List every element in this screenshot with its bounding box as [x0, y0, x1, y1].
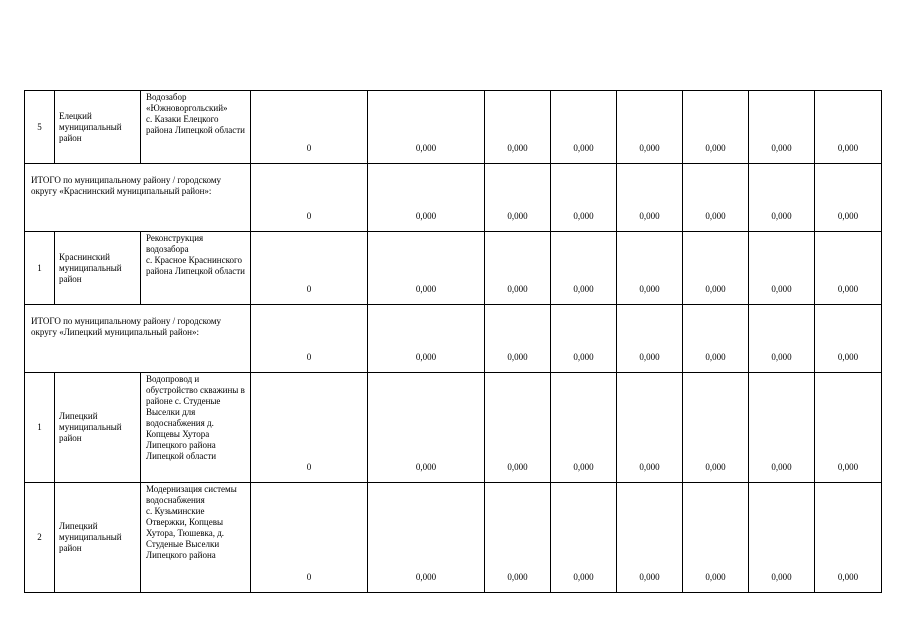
value-cell: 0,000: [617, 164, 683, 232]
value-cell: 0,000: [683, 373, 749, 483]
value-cell: 0,000: [368, 373, 485, 483]
table-row: [25, 483, 882, 593]
value-cell: 0,000: [485, 164, 551, 232]
value-cell: 0,000: [617, 483, 683, 593]
value-cell: 0,000: [368, 232, 485, 305]
value-cell: 0,000: [749, 373, 815, 483]
value-cell: 0,000: [485, 91, 551, 164]
value-cell: 0,000: [683, 91, 749, 164]
value-cell: 0,000: [683, 483, 749, 593]
value-cell: 0,000: [749, 483, 815, 593]
value-cell: 0,000: [368, 164, 485, 232]
value-cell: 0,000: [815, 232, 882, 305]
data-table: [24, 90, 882, 593]
row-number: 5: [25, 91, 55, 164]
value-cell: 0: [251, 232, 368, 305]
value-cell: 0,000: [551, 373, 617, 483]
value-cell: 0: [251, 164, 368, 232]
value-cell: 0,000: [485, 305, 551, 373]
value-cell: 0,000: [485, 232, 551, 305]
value-cell: 0,000: [551, 164, 617, 232]
value-cell: 0: [251, 483, 368, 593]
object-description: Водозабор «Южноворгольский» с. Казаки Елецкого района Липецкой области: [141, 91, 251, 164]
table-row: [25, 232, 882, 305]
value-cell: 0,000: [485, 373, 551, 483]
object-description: Водопровод и обустройство скважины в районе с. Студеные Выселки для водоснабжения д. Копцевы Хутора Липецкого района Липецкой области: [141, 373, 251, 483]
table-body: [25, 91, 882, 593]
value-cell: 0,000: [617, 373, 683, 483]
district-name: Липецкий муниципальный район: [55, 483, 141, 593]
row-number: 1: [25, 232, 55, 305]
value-cell: 0,000: [551, 91, 617, 164]
row-number: 2: [25, 483, 55, 593]
value-cell: 0,000: [368, 91, 485, 164]
district-name: Елецкий муниципальный район: [55, 91, 141, 164]
value-cell: 0,000: [617, 91, 683, 164]
value-cell: 0,000: [683, 305, 749, 373]
object-description: Реконструкция водозабора с. Красное Краснинского района Липецкой области: [141, 232, 251, 305]
value-cell: 0,000: [368, 305, 485, 373]
value-cell: 0,000: [815, 373, 882, 483]
value-cell: 0,000: [485, 483, 551, 593]
value-cell: 0,000: [749, 232, 815, 305]
value-cell: 0: [251, 91, 368, 164]
value-cell: 0,000: [551, 305, 617, 373]
value-cell: 0: [251, 305, 368, 373]
value-cell: 0,000: [815, 305, 882, 373]
value-cell: 0,000: [551, 232, 617, 305]
value-cell: 0,000: [749, 305, 815, 373]
value-cell: 0,000: [551, 483, 617, 593]
district-name: Липецкий муниципальный район: [55, 373, 141, 483]
value-cell: 0: [251, 373, 368, 483]
value-cell: 0,000: [617, 305, 683, 373]
total-row: [25, 164, 882, 232]
table-row: [25, 373, 882, 483]
value-cell: 0,000: [815, 164, 882, 232]
row-number: 1: [25, 373, 55, 483]
value-cell: 0,000: [683, 164, 749, 232]
value-cell: 0,000: [683, 232, 749, 305]
table-row: [25, 91, 882, 164]
value-cell: 0,000: [815, 91, 882, 164]
value-cell: 0,000: [368, 483, 485, 593]
value-cell: 0,000: [749, 164, 815, 232]
total-row: [25, 305, 882, 373]
district-name: Краснинский муниципальный район: [55, 232, 141, 305]
total-label: ИТОГО по муниципальному району / городскому округу «Липецкий муниципальный район»:: [25, 305, 251, 373]
value-cell: 0,000: [815, 483, 882, 593]
value-cell: 0,000: [617, 232, 683, 305]
total-label: ИТОГО по муниципальному району / городскому округу «Краснинский муниципальный район»:: [25, 164, 251, 232]
value-cell: 0,000: [749, 91, 815, 164]
object-description: Модернизация системы водоснабжения с. Кузьминские Отвержки, Копцевы Хутора, Тюшевка, д. Студеные Выселки Липецкого района: [141, 483, 251, 593]
